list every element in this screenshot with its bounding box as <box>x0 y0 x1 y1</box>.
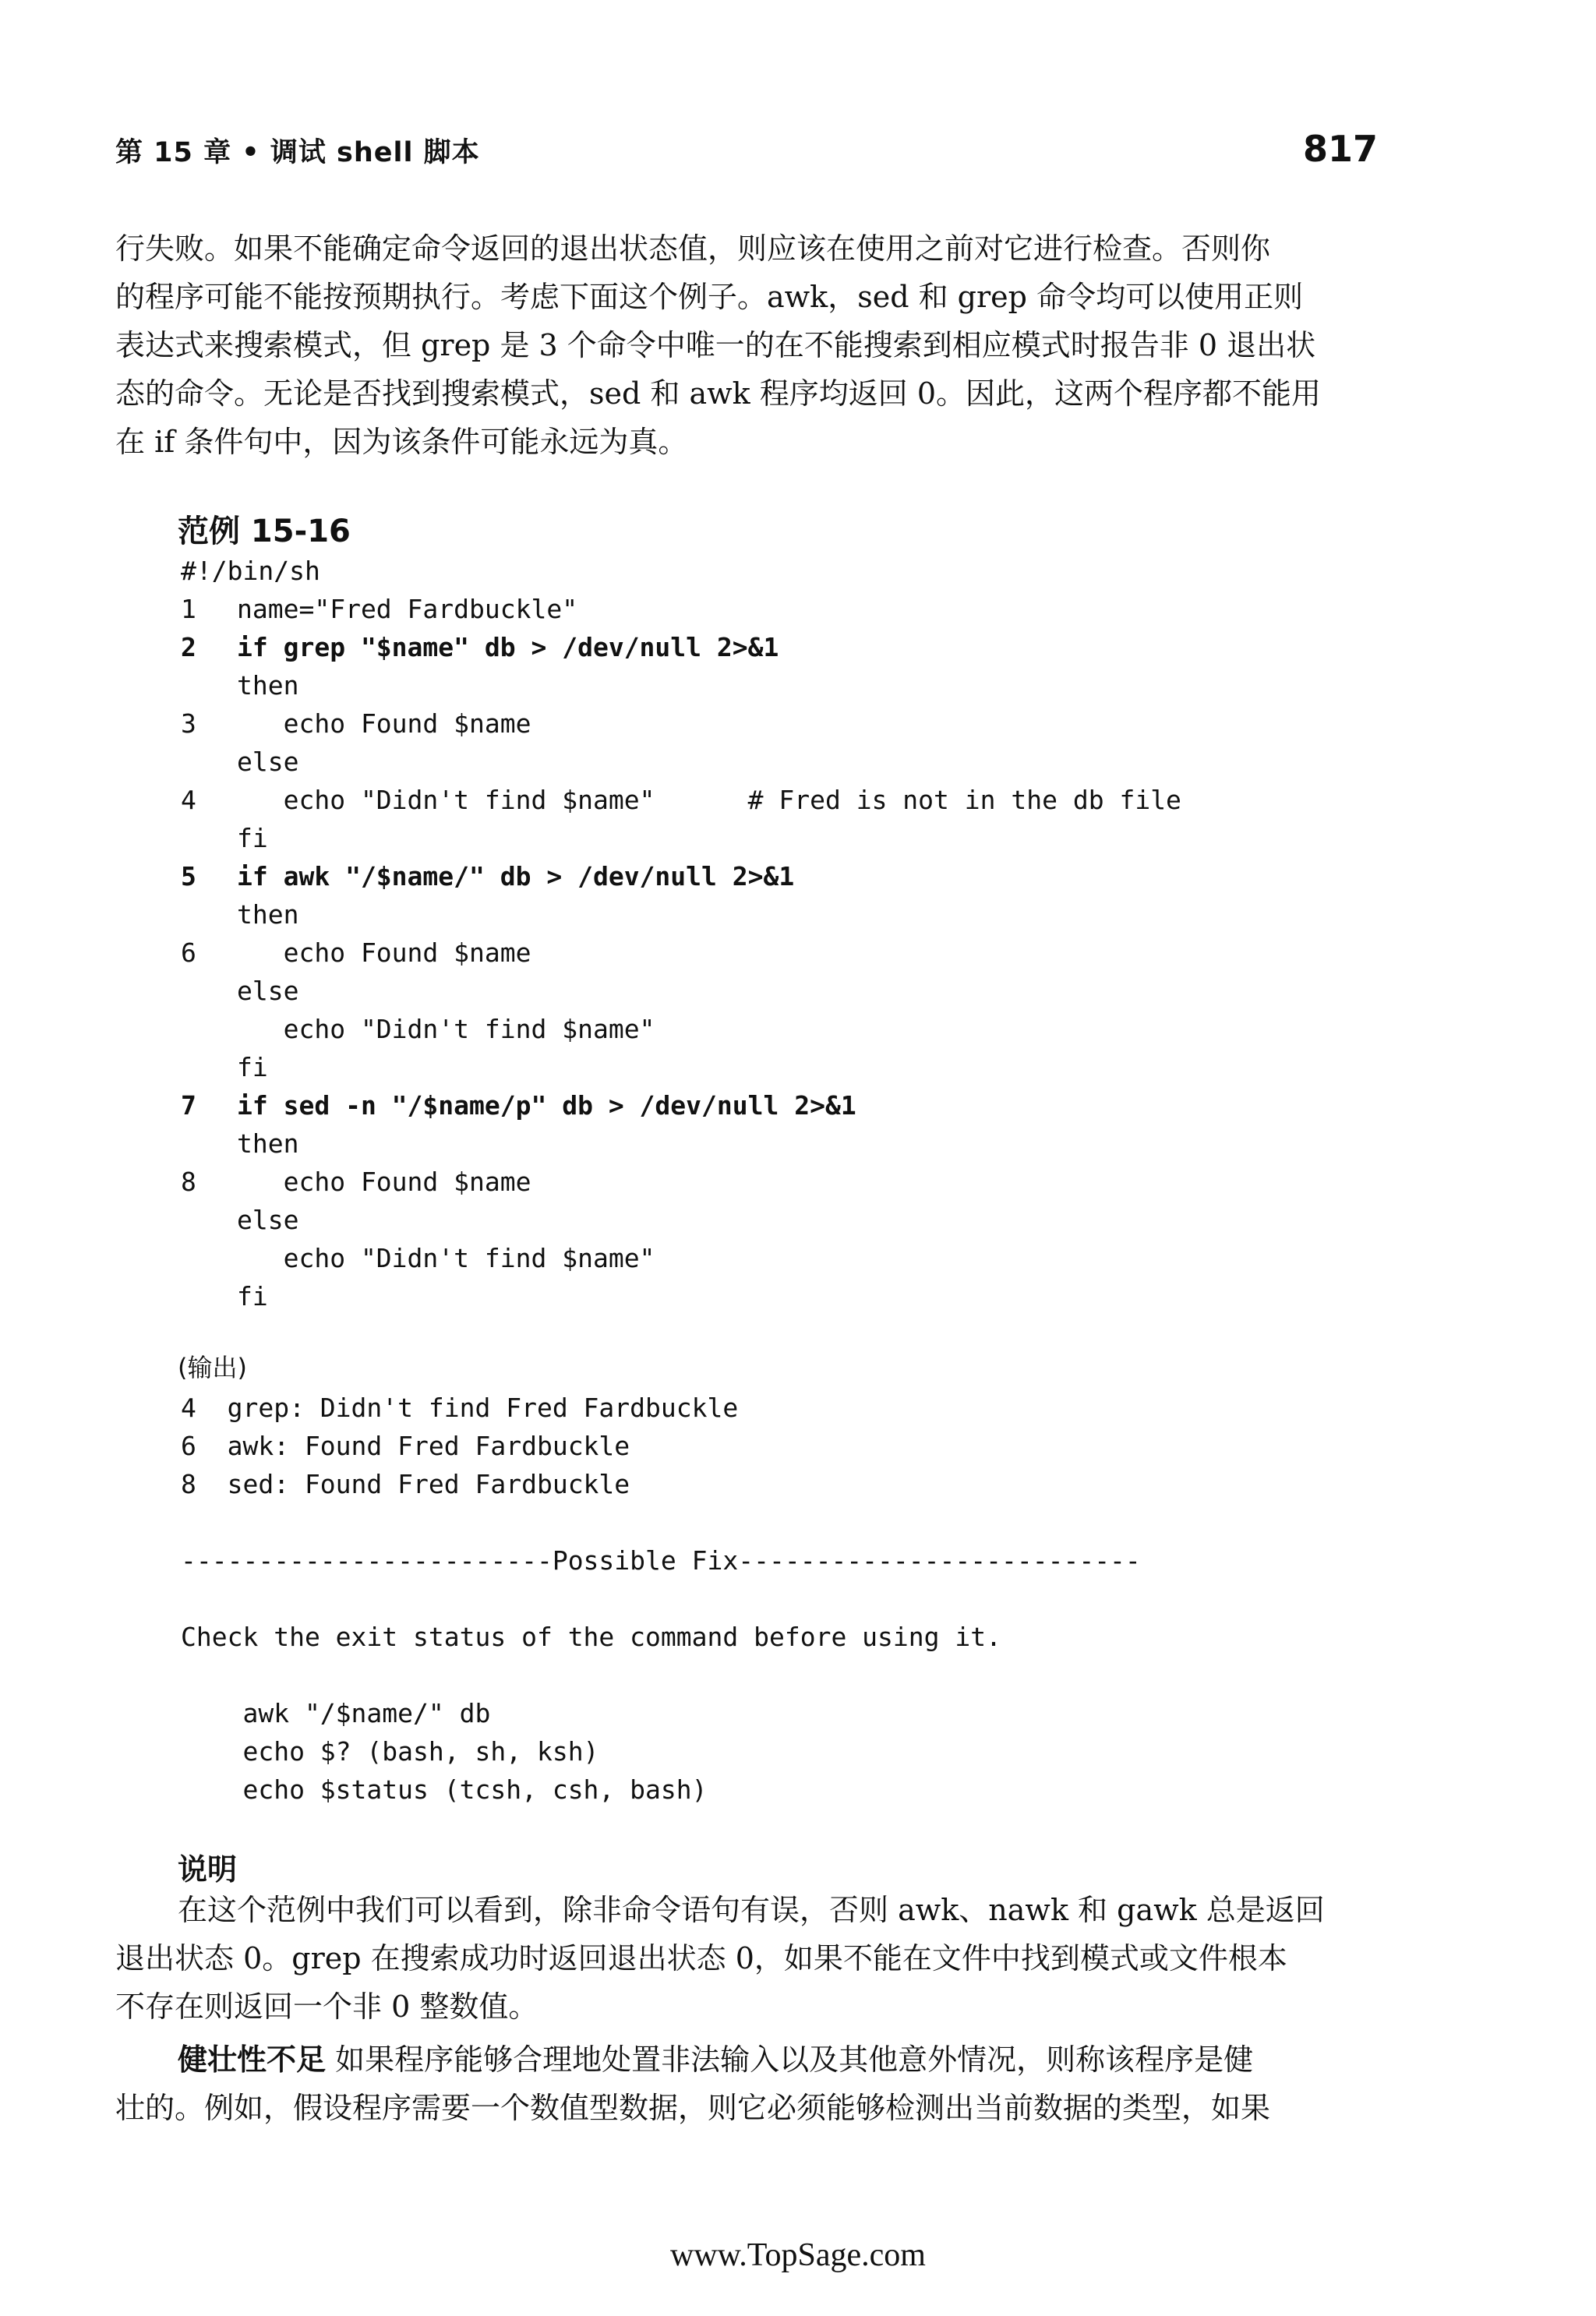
code-line <box>181 819 1181 857</box>
code-text: then <box>237 670 299 701</box>
code-line <box>181 1086 1181 1124</box>
robustness-text: 如果程序能够合理地处置非法输入以及其他意外情况，则称该程序是健 <box>326 2042 1254 2077</box>
code-line <box>181 1163 1181 1201</box>
paragraph-line: 态的命令。无论是否找到搜索模式，sed 和 awk 程序均返回 0。因此，这两个程序都不能用 <box>115 376 1322 411</box>
code-line <box>181 934 1181 972</box>
code-text: else <box>237 976 299 1006</box>
example-title: 范例 15-16 <box>178 514 351 549</box>
code-text: fi <box>237 1281 268 1312</box>
robustness-lead: 健壮性不足 <box>178 2042 327 2077</box>
paragraph-line: 行失败。如果不能确定命令返回的退出状态值，则应该在使用之前对它进行检查。否则你 <box>115 231 1271 266</box>
fix-line: ------------------------Possible Fix-------------------------- <box>181 1545 1141 1576</box>
code-line <box>181 972 1181 1010</box>
code-listing <box>181 552 1181 1315</box>
footer-url: www.TopSage.com <box>670 2237 926 2273</box>
section-heading: 说明 <box>178 1852 238 1887</box>
code-line <box>181 1239 1181 1277</box>
code-line <box>181 704 1181 743</box>
output-line: 4 grep: Didn't find Fred Fardbuckle <box>181 1393 739 1423</box>
code-text: echo Found $name <box>237 937 531 968</box>
code-text: if awk "/$name/" db > /dev/null 2>&1 <box>237 861 795 891</box>
code-line <box>181 895 1181 934</box>
code-line <box>181 552 1181 590</box>
output-line: 8 sed: Found Fred Fardbuckle <box>181 1469 630 1499</box>
line-number: 2 <box>181 632 196 662</box>
code-line <box>181 1010 1181 1048</box>
output-label: (输出) <box>178 1353 247 1382</box>
code-text: echo "Didn't find $name" <box>237 1243 655 1273</box>
code-text: #!/bin/sh <box>181 556 320 586</box>
intro-paragraph <box>115 224 1381 466</box>
code-text: echo "Didn't find $name" # Fred is not in the db file <box>237 785 1181 815</box>
code-line <box>181 1048 1181 1086</box>
possible-fix-block <box>181 1541 1141 1809</box>
code-line <box>181 781 1181 819</box>
running-head: 第 15 章 • 调试 shell 脚本 <box>115 137 480 168</box>
line-number: 7 <box>181 1090 196 1121</box>
paragraph-line: 表达式来搜索模式，但 grep 是 3 个命令中唯一的在不能搜索到相应模式时报告非 0 退出状 <box>115 328 1316 362</box>
paragraph-line: 不存在则返回一个非 0 整数值。 <box>115 1989 538 2024</box>
line-number: 3 <box>181 708 196 739</box>
code-text: else <box>237 747 299 777</box>
code-text: then <box>237 1128 299 1159</box>
fix-line: echo $? (bash, sh, ksh) <box>181 1736 599 1767</box>
code-text: else <box>237 1205 299 1235</box>
code-line <box>181 1201 1181 1239</box>
code-text: if grep "$name" db > /dev/null 2>&1 <box>237 632 779 662</box>
code-line <box>181 1124 1181 1163</box>
paragraph-line: 退出状态 0。grep 在搜索成功时返回退出状态 0，如果不能在文件中找到模式或文件根本 <box>115 1941 1287 1975</box>
robustness-paragraph <box>115 2035 1381 2132</box>
code-line <box>181 628 1181 666</box>
fix-line <box>181 1580 1141 1618</box>
line-number: 4 <box>181 785 196 815</box>
paragraph-line: 的程序可能不能按预期执行。考虑下面这个例子。awk，sed 和 grep 命令均可以使用正则 <box>115 280 1304 314</box>
code-text: then <box>237 899 299 930</box>
line-number: 8 <box>181 1167 196 1197</box>
code-line <box>181 666 1181 704</box>
code-text: echo "Didn't find $name" <box>237 1014 655 1044</box>
code-line <box>181 743 1181 781</box>
line-number: 6 <box>181 937 196 968</box>
paragraph-line: 壮的。例如，假设程序需要一个数值型数据，则它必须能够检测出当前数据的类型，如果 <box>115 2091 1271 2125</box>
code-text: fi <box>237 823 268 853</box>
fix-line <box>181 1656 1141 1694</box>
page-number: 817 <box>1302 128 1378 170</box>
fix-line: echo $status (tcsh, csh, bash) <box>181 1774 708 1805</box>
code-line <box>181 590 1181 628</box>
code-text: echo Found $name <box>237 1167 531 1197</box>
explanation-paragraph <box>115 1886 1381 2031</box>
code-text: name="Fred Fardbuckle" <box>237 594 578 624</box>
code-text: fi <box>237 1052 268 1082</box>
output-line: 6 awk: Found Fred Fardbuckle <box>181 1431 630 1461</box>
paragraph-line <box>115 2035 1381 2084</box>
code-line <box>181 1277 1181 1315</box>
paragraph-line: 在 if 条件句中，因为该条件可能永远为真。 <box>115 425 688 459</box>
output-listing <box>181 1389 738 1503</box>
paragraph-line: 在这个范例中我们可以看到，除非命令语句有误，否则 awk、nawk 和 gawk 总是返回 <box>178 1893 1325 1927</box>
fix-line: Check the exit status of the command before using it. <box>181 1622 1001 1652</box>
line-number: 1 <box>181 594 196 624</box>
code-text: if sed -n "/$name/p" db > /dev/null 2>&1 <box>237 1090 856 1121</box>
code-text: echo Found $name <box>237 708 531 739</box>
line-number: 5 <box>181 861 196 891</box>
code-line <box>181 857 1181 895</box>
fix-line: awk "/$name/" db <box>181 1698 491 1728</box>
